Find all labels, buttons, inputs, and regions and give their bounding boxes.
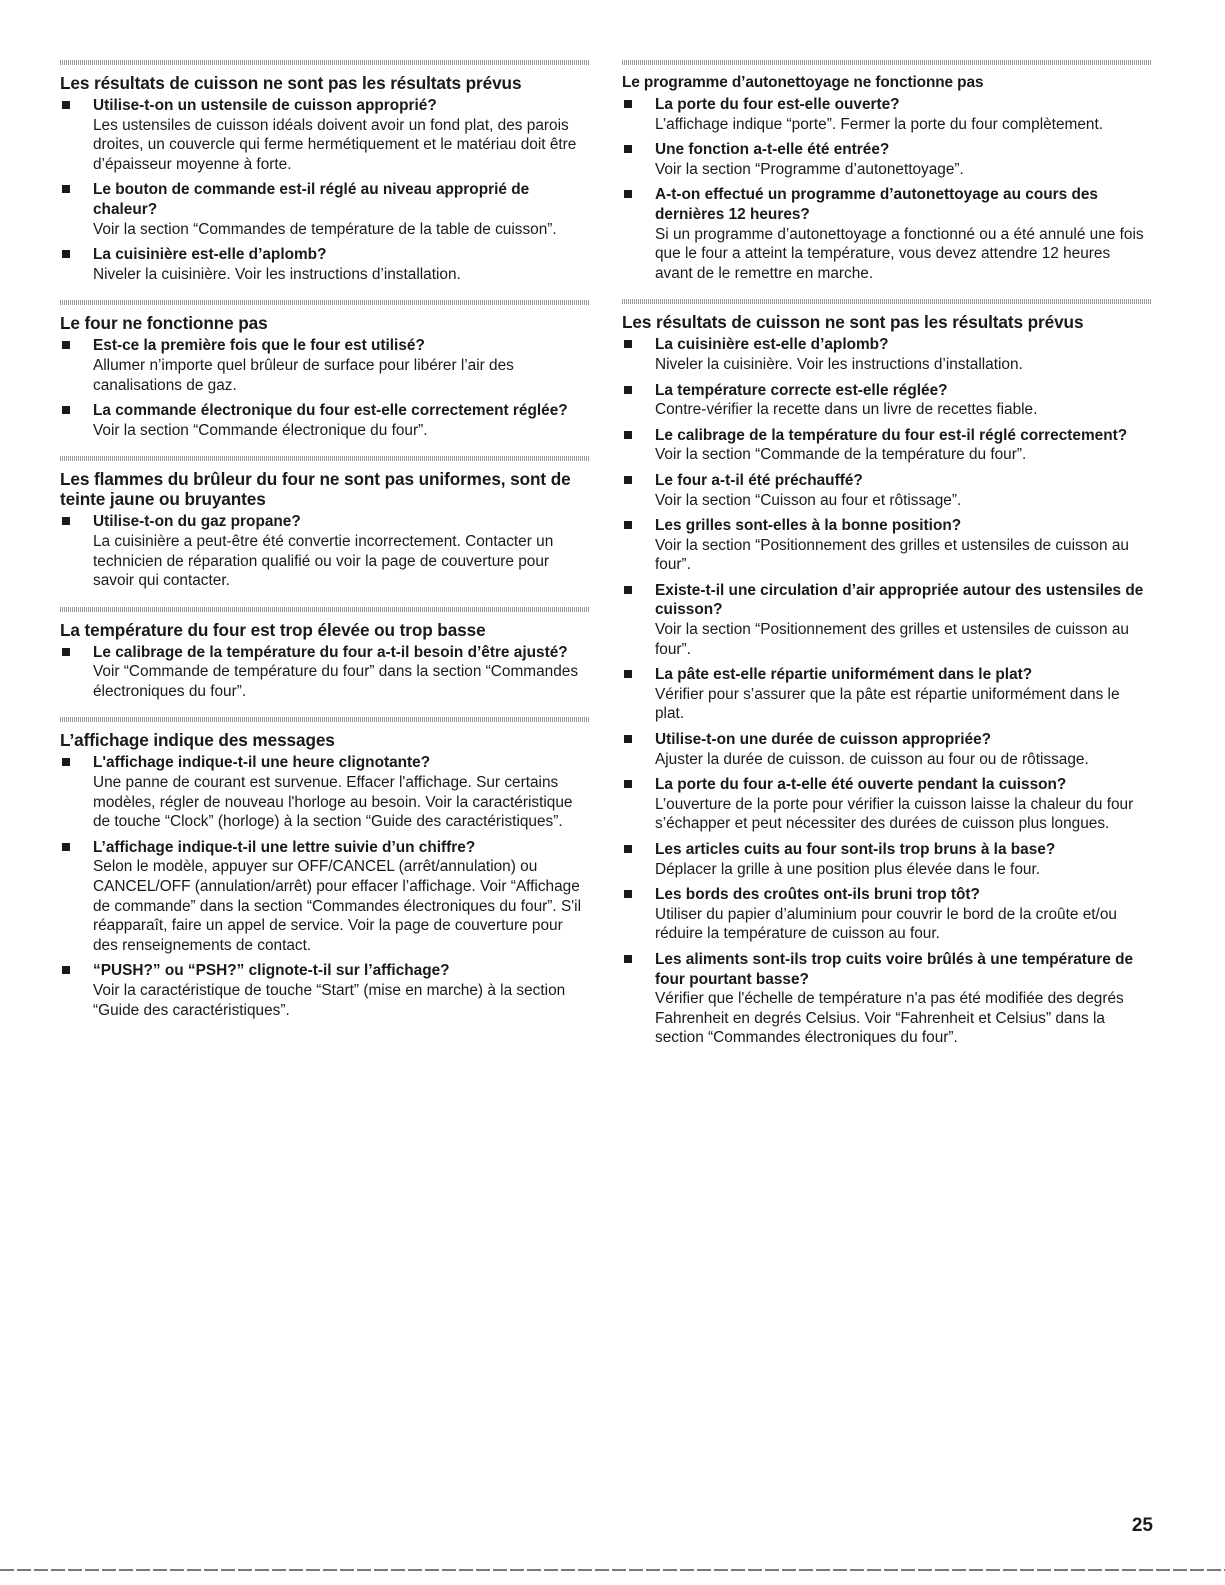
troubleshooting-item — [60, 838, 590, 956]
section-divider — [60, 60, 590, 65]
left-column — [60, 60, 590, 1020]
troubleshooting-item — [60, 336, 590, 395]
square-bullet-icon — [62, 185, 70, 193]
answer-text: Contre-vérifier la recette dans un livre de recettes fiable. — [655, 401, 1038, 419]
answer-text: Voir la section “Positionnement des grilles et ustensiles de cuisson au four”. — [655, 536, 1129, 574]
section-heading: La température du four est trop élevée ou trop basse — [60, 619, 486, 640]
section-heading: Le programme d’autonettoyage ne fonctionne pas — [622, 74, 984, 91]
answer-text: Allumer n’importe quel brûleur de surface pour libérer l’air des canalisations de gaz. — [93, 356, 514, 394]
troubleshooting-section — [60, 300, 590, 440]
question-text: Utilise-t-on un ustensile de cuisson approprié? — [93, 97, 437, 114]
square-bullet-icon — [62, 517, 70, 525]
answer-text: La cuisinière a peut-être été convertie incorrectement. Contacter un technicien de réparation qualifié ou voir la page de couverture pour savoir qui contacter. — [93, 532, 554, 590]
square-bullet-icon — [624, 890, 632, 898]
square-bullet-icon — [624, 476, 632, 484]
square-bullet-icon — [624, 190, 632, 198]
troubleshooting-item — [622, 581, 1152, 659]
answer-text: Voir la section “Positionnement des grilles et ustensiles de cuisson au four”. — [655, 621, 1129, 658]
troubleshooting-item — [60, 401, 590, 440]
answer-text: Vérifier pour s’assurer que la pâte est répartie uniformément dans le plat. — [655, 685, 1120, 723]
troubleshooting-section — [60, 60, 590, 284]
question-text: La pâte est-elle répartie uniformément dans le plat? — [655, 666, 1033, 684]
square-bullet-icon — [62, 843, 70, 851]
troubleshooting-item — [622, 885, 1152, 944]
question-text: Le calibrage de la température du four a-t-il besoin d’être ajusté? — [93, 643, 568, 661]
question-text: Utilise-t-on du gaz propane? — [93, 513, 301, 531]
question-text: “PUSH?” ou “PSH?” clignote-t-il sur l’affichage? — [93, 962, 450, 980]
square-bullet-icon — [624, 521, 632, 529]
section-heading: Le four ne fonctionne pas — [60, 313, 268, 334]
question-text: La cuisinière est-elle d’aplomb? — [93, 246, 327, 264]
troubleshooting-section — [60, 607, 590, 702]
section-divider — [60, 300, 590, 305]
question-text: La commande électronique du four est-elle correctement réglée? — [93, 402, 568, 420]
answer-text: Une panne de courant est survenue. Effacer l'affichage. Sur certains modèles, régler de nouveau l'horloge au besoin. Voir la caractéristique de touche “Clock” (horloge) à la section “Guide des caractéristiques”. — [93, 774, 573, 831]
question-text: Les articles cuits au four sont-ils trop bruns à la base? — [655, 841, 1056, 858]
square-bullet-icon — [62, 250, 70, 258]
answer-text: Voir “Commande de température du four” dans la section “Commandes électroniques du four”. — [93, 663, 579, 700]
troubleshooting-item — [622, 665, 1152, 724]
question-text: La température correcte est-elle réglée? — [655, 381, 948, 399]
question-text: Les grilles sont-elles à la bonne position? — [655, 517, 962, 535]
answer-text: Voir la section “Cuisson au four et rôtissage”. — [655, 491, 962, 509]
troubleshooting-item — [622, 516, 1152, 575]
question-text: Une fonction a-t-elle été entrée? — [655, 141, 890, 159]
section-divider — [622, 60, 1152, 65]
question-text: A-t-on effectué un programme d’autonettoyage au cours des dernières 12 heures? — [655, 186, 1098, 223]
question-text: La porte du four a-t-elle été ouverte pendant la cuisson? — [655, 776, 1067, 794]
answer-text: Utiliser du papier d’aluminium pour couvrir le bord de la croûte et/ou réduire la température de cuisson au four. — [655, 905, 1117, 943]
answer-text: L’affichage indique “porte”. Fermer la porte du four complètement. — [655, 115, 1103, 133]
square-bullet-icon — [624, 100, 632, 108]
section-heading: Les résultats de cuisson ne sont pas les résultats prévus — [622, 312, 1084, 333]
square-bullet-icon — [624, 845, 632, 853]
section-divider — [60, 456, 590, 461]
troubleshooting-section — [622, 299, 1152, 1048]
section-divider — [60, 607, 590, 612]
answer-text: L’ouverture de la porte pour vérifier la cuisson laisse la chaleur du four s’échapper et peut nécessiter des durées de cuisson plus longues. — [655, 795, 1134, 833]
question-text: Le bouton de commande est-il réglé au niveau approprié de chaleur? — [93, 181, 530, 218]
answer-text: Selon le modèle, appuyer sur OFF/CANCEL (arrêt/annulation) ou CANCEL/OFF (annulation/arrêt) pour effacer l’affichage. Voir “Affichage de commande” dans la section “Commandes électroniques du four”. S'il réapparaît, faire un appel de service. Voir la page de couverture pour des renseignements de contact. — [93, 858, 581, 954]
square-bullet-icon — [62, 341, 70, 349]
troubleshooting-item — [622, 95, 1152, 134]
troubleshooting-item — [60, 961, 590, 1020]
troubleshooting-item — [60, 512, 590, 590]
square-bullet-icon — [62, 966, 70, 974]
troubleshooting-item — [60, 753, 590, 831]
answer-text: Voir la section “Commandes de température de la table de cuisson”. — [93, 220, 557, 238]
troubleshooting-section — [60, 717, 590, 1020]
answer-text: Déplacer la grille à une position plus élevée dans le four. — [655, 860, 1041, 878]
troubleshooting-item — [60, 643, 590, 702]
question-text: Les aliments sont-ils trop cuits voire brûlés à une température de four pourtant basse? — [655, 950, 1134, 988]
square-bullet-icon — [62, 648, 70, 656]
troubleshooting-item — [622, 185, 1152, 283]
square-bullet-icon — [624, 955, 632, 963]
question-text: La cuisinière est-elle d’aplomb? — [655, 336, 889, 354]
square-bullet-icon — [62, 758, 70, 766]
page-number: 25 — [1131, 1515, 1153, 1536]
troubleshooting-item — [622, 471, 1152, 510]
square-bullet-icon — [624, 780, 632, 788]
question-text: L’affichage indique-t-il une lettre suivie d’un chiffre? — [93, 838, 476, 856]
troubleshooting-item — [622, 426, 1152, 465]
section-heading: L’affichage indique des messages — [60, 730, 335, 751]
troubleshooting-item — [622, 840, 1152, 879]
question-text: Le calibrage de la température du four est-il réglé correctement? — [655, 426, 1128, 444]
section-divider — [60, 717, 590, 722]
troubleshooting-item — [622, 140, 1152, 179]
troubleshooting-item — [622, 950, 1152, 1048]
answer-text: Voir la caractéristique de touche “Start” (mise en marche) à la section “Guide des caractéristiques”. — [93, 982, 566, 1019]
troubleshooting-item — [60, 96, 590, 174]
troubleshooting-item — [622, 775, 1152, 834]
section-heading: Les résultats de cuisson ne sont pas les résultats prévus — [60, 73, 522, 93]
right-column — [622, 60, 1152, 1048]
question-text: Existe-t-il une circulation d’air appropriée autour des ustensiles de cuisson? — [655, 581, 1144, 619]
answer-text: Niveler la cuisinière. Voir les instructions d’installation. — [655, 355, 1023, 373]
answer-text: Les ustensiles de cuisson idéals doivent avoir un fond plat, des parois droites, un couvercle qui ferme hermétiquement et le matériau doit être d’épaisseur moyenne à forte. — [93, 116, 577, 173]
section-divider — [622, 299, 1152, 304]
section-heading: Les flammes du brûleur du four ne sont pas uniformes, sont de teinte jaune ou bruyantes — [60, 469, 571, 510]
answer-text: Voir la section “Programme d’autonettoyage”. — [655, 160, 964, 178]
bottom-divider — [0, 1569, 1225, 1571]
question-text: Utilise-t-on une durée de cuisson appropriée? — [655, 731, 992, 749]
square-bullet-icon — [624, 145, 632, 153]
answer-text: Niveler la cuisinière. Voir les instructions d’installation. — [93, 265, 461, 283]
question-text: La porte du four est-elle ouverte? — [655, 96, 900, 113]
troubleshooting-item — [622, 381, 1152, 420]
question-text: Est-ce la première fois que le four est utilisé? — [93, 337, 425, 355]
answer-text: Si un programme d’autonettoyage a fonctionné ou a été annulé une fois que le four a atteint la température, vous devez attendre 12 heures avant de le remettre en marche. — [655, 225, 1144, 282]
square-bullet-icon — [624, 586, 632, 594]
question-text: L'affichage indique-t-il une heure clignotante? — [93, 754, 431, 772]
troubleshooting-item — [60, 245, 590, 284]
square-bullet-icon — [624, 670, 632, 678]
square-bullet-icon — [62, 406, 70, 414]
answer-text: Ajuster la durée de cuisson. de cuisson au four ou de rôtissage. — [655, 750, 1089, 768]
question-text: Les bords des croûtes ont-ils bruni trop tôt? — [655, 886, 980, 904]
question-text: Le four a-t-il été préchauffé? — [655, 471, 863, 489]
troubleshooting-section — [622, 60, 1152, 283]
troubleshooting-item — [622, 730, 1152, 769]
troubleshooting-section — [60, 456, 590, 590]
square-bullet-icon — [624, 735, 632, 743]
square-bullet-icon — [62, 101, 70, 109]
answer-text: Voir la section “Commande de la température du four”. — [655, 446, 1027, 464]
square-bullet-icon — [624, 431, 632, 439]
answer-text: Vérifier que l'échelle de température n'a pas été modifiée des degrés Fahrenheit en degrés Celsius. Voir “Fahrenheit et Celsius” dans la section “Commandes électroniques du four”. — [655, 990, 1124, 1047]
answer-text: Voir la section “Commande électronique du four”. — [93, 421, 428, 439]
troubleshooting-item — [622, 335, 1152, 374]
square-bullet-icon — [624, 340, 632, 348]
square-bullet-icon — [624, 386, 632, 394]
troubleshooting-item — [60, 180, 590, 239]
